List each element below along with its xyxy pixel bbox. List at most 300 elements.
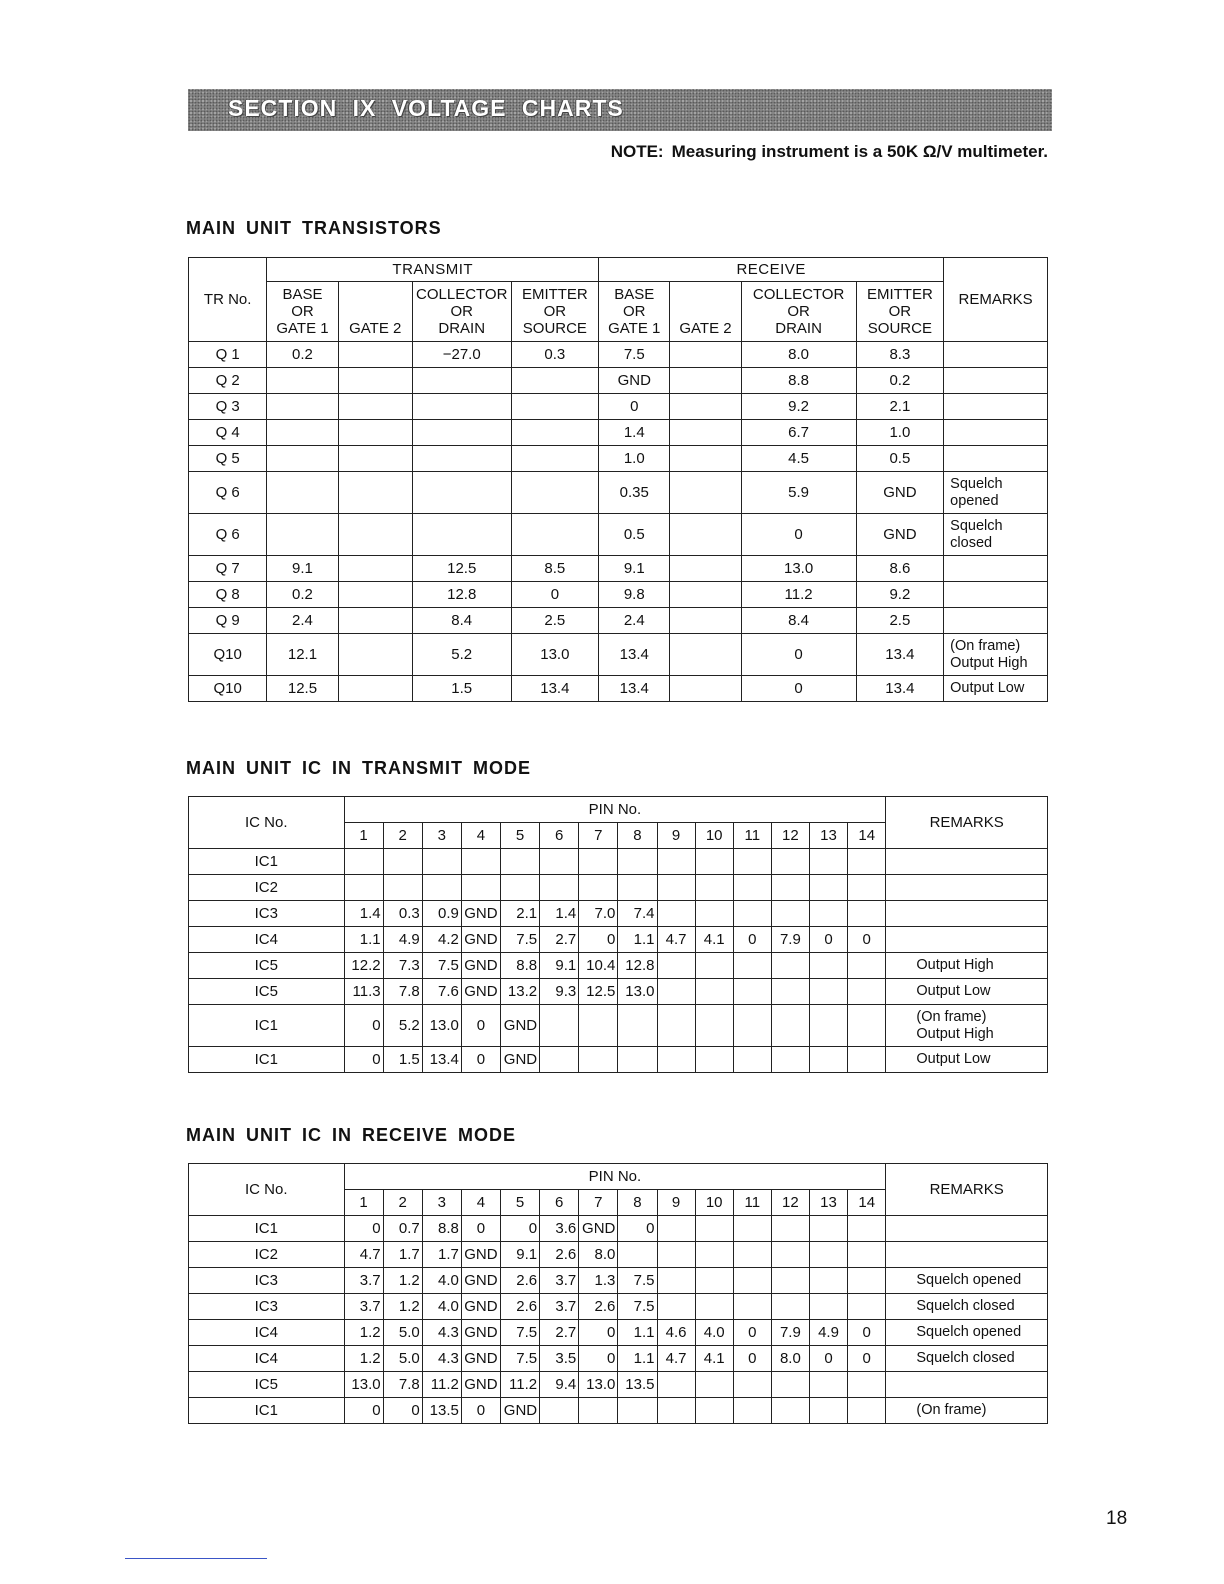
voltage-cell <box>771 1242 809 1268</box>
ic-receive-heading: MAIN UNIT IC IN RECEIVE MODE <box>186 1125 517 1145</box>
col-header-line: EMITTER <box>521 286 588 303</box>
ic-number: IC4 <box>189 1346 345 1372</box>
pin-number: 12 <box>771 823 809 849</box>
voltage-cell: 0 <box>579 1346 618 1372</box>
voltage-cell <box>695 1294 733 1320</box>
voltage-cell <box>618 1047 657 1073</box>
voltage-cell: 12.5 <box>412 556 511 582</box>
voltage-cell <box>618 849 657 875</box>
voltage-cell: 7.6 <box>422 979 461 1005</box>
voltage-cell: 4.5 <box>741 446 856 472</box>
remark-line: Output Low <box>950 680 1025 696</box>
voltage-cell <box>670 676 741 702</box>
voltage-cell: 1.1 <box>618 1320 657 1346</box>
col-header-line: SOURCE <box>522 320 587 337</box>
voltage-cell: 0 <box>848 927 886 953</box>
remark-line: opened <box>950 492 999 509</box>
col-remarks: REMARKS <box>886 797 1048 849</box>
voltage-cell: GND <box>461 1294 500 1320</box>
voltage-cell: 0 <box>848 1320 886 1346</box>
voltage-cell <box>848 875 886 901</box>
col-header-line: GATE 1 <box>608 320 661 337</box>
table-row <box>189 556 1048 582</box>
ic-number: IC4 <box>189 1320 345 1346</box>
remarks-cell <box>886 1242 1048 1268</box>
voltage-cell: 4.2 <box>422 927 461 953</box>
col-ic-no: IC No. <box>189 797 345 849</box>
voltage-cell: 1.7 <box>383 1242 422 1268</box>
voltage-cell: 0 <box>618 1216 657 1242</box>
voltage-cell: 12.5 <box>579 979 618 1005</box>
voltage-cell: GND <box>461 1320 500 1346</box>
voltage-cell: 1.1 <box>618 1346 657 1372</box>
voltage-cell: 0 <box>848 1346 886 1372</box>
col-header-line: DRAIN <box>438 320 486 337</box>
voltage-cell <box>540 1398 579 1424</box>
voltage-cell: 13.0 <box>422 1005 461 1047</box>
voltage-cell: 0.5 <box>599 514 670 556</box>
voltage-cell: 0 <box>741 514 856 556</box>
voltage-cell <box>809 979 847 1005</box>
voltage-cell: GND <box>461 1268 500 1294</box>
pin-number: 3 <box>422 823 461 849</box>
voltage-cell: 13.4 <box>856 676 944 702</box>
ic-receive-table <box>188 1163 1048 1424</box>
remark-line: Output High <box>916 957 994 973</box>
voltage-cell: 4.0 <box>422 1268 461 1294</box>
remarks-cell <box>886 849 1048 875</box>
voltage-cell: GND <box>856 472 944 514</box>
voltage-cell: 8.0 <box>771 1346 809 1372</box>
voltage-cell <box>695 953 733 979</box>
voltage-cell <box>338 634 412 676</box>
voltage-cell: GND <box>461 901 500 927</box>
remarks-cell <box>944 446 1048 472</box>
voltage-cell: 0 <box>511 582 599 608</box>
voltage-cell: 2.6 <box>501 1268 540 1294</box>
voltage-cell: 4.0 <box>695 1320 733 1346</box>
voltage-cell <box>540 875 579 901</box>
col-header-line: OR <box>888 303 912 320</box>
header-row <box>189 797 1048 823</box>
voltage-cell <box>809 1372 847 1398</box>
voltage-cell <box>848 979 886 1005</box>
remarks-cell <box>886 1346 1048 1372</box>
voltage-cell: 1.5 <box>383 1047 422 1073</box>
voltage-cell: 5.2 <box>412 634 511 676</box>
voltage-cell: 0 <box>733 927 771 953</box>
voltage-cell <box>809 1216 847 1242</box>
remark-line: Squelch opened <box>916 1324 1022 1340</box>
pin-number: 11 <box>733 1190 771 1216</box>
voltage-cell <box>695 1047 733 1073</box>
voltage-cell <box>670 608 741 634</box>
table-row <box>189 849 1048 875</box>
remarks-cell <box>944 368 1048 394</box>
voltage-cell <box>579 1047 618 1073</box>
voltage-cell: 7.9 <box>771 927 809 953</box>
tr-number: Q 5 <box>189 446 267 472</box>
voltage-cell: 13.4 <box>511 676 599 702</box>
remarks-cell <box>886 927 1048 953</box>
voltage-cell: 1.0 <box>856 420 944 446</box>
voltage-cell <box>733 849 771 875</box>
voltage-cell: 13.5 <box>618 1372 657 1398</box>
col-header-line: OR <box>450 303 473 320</box>
voltage-cell: 13.4 <box>599 676 670 702</box>
table-row <box>189 1005 1048 1047</box>
remarks-cell <box>944 514 1048 556</box>
voltage-cell <box>670 368 741 394</box>
tr-number: Q 8 <box>189 582 267 608</box>
voltage-cell: 3.7 <box>344 1294 383 1320</box>
group-receive: RECEIVE <box>599 258 944 282</box>
voltage-cell <box>657 1005 695 1047</box>
voltage-cell <box>695 901 733 927</box>
voltage-cell: 2.6 <box>579 1294 618 1320</box>
voltage-cell <box>695 875 733 901</box>
col-header-line <box>341 286 410 303</box>
table-row <box>189 368 1048 394</box>
voltage-cell <box>809 953 847 979</box>
pin-number: 8 <box>618 1190 657 1216</box>
voltage-cell: 12.2 <box>344 953 383 979</box>
ic-number: IC5 <box>189 953 345 979</box>
voltage-cell <box>848 953 886 979</box>
voltage-cell <box>338 582 412 608</box>
table-row <box>189 608 1048 634</box>
pin-number: 1 <box>344 823 383 849</box>
voltage-cell: 4.7 <box>657 927 695 953</box>
voltage-cell <box>511 514 599 556</box>
table-row <box>189 1320 1048 1346</box>
remarks-cell <box>944 676 1048 702</box>
voltage-cell: 0 <box>579 1320 618 1346</box>
voltage-cell <box>511 472 599 514</box>
voltage-cell: 4.9 <box>809 1320 847 1346</box>
voltage-cell <box>771 875 809 901</box>
remarks-cell <box>886 1216 1048 1242</box>
voltage-cell <box>695 1242 733 1268</box>
remarks-cell <box>886 953 1048 979</box>
voltage-cell <box>461 849 500 875</box>
voltage-cell <box>848 1268 886 1294</box>
voltage-cell: GND <box>579 1216 618 1242</box>
voltage-cell <box>771 1268 809 1294</box>
voltage-cell: 7.5 <box>618 1268 657 1294</box>
voltage-cell <box>670 472 741 514</box>
voltage-cell: 4.9 <box>383 927 422 953</box>
voltage-cell <box>771 1294 809 1320</box>
voltage-cell <box>809 901 847 927</box>
table-row <box>189 1346 1048 1372</box>
voltage-cell <box>422 875 461 901</box>
col-header-line: DRAIN <box>775 320 822 337</box>
voltage-cell: 3.7 <box>540 1294 579 1320</box>
tr-number: Q 6 <box>189 472 267 514</box>
voltage-cell <box>422 849 461 875</box>
table-row <box>189 901 1048 927</box>
voltage-cell: 3.7 <box>540 1268 579 1294</box>
voltage-cell <box>809 1005 847 1047</box>
table-row <box>189 676 1048 702</box>
col-pin-no: PIN No. <box>344 797 886 823</box>
voltage-cell: 9.1 <box>599 556 670 582</box>
voltage-cell <box>695 1398 733 1424</box>
voltage-cell: 2.1 <box>856 394 944 420</box>
voltage-cell <box>579 1398 618 1424</box>
voltage-cell: 0 <box>501 1216 540 1242</box>
voltage-cell <box>338 472 412 514</box>
tr-number: Q 1 <box>189 342 267 368</box>
voltage-cell <box>657 875 695 901</box>
table-row <box>189 446 1048 472</box>
pin-number: 13 <box>809 1190 847 1216</box>
voltage-cell <box>771 849 809 875</box>
voltage-cell <box>412 420 511 446</box>
voltage-cell: 12.5 <box>267 676 338 702</box>
pin-number: 7 <box>579 1190 618 1216</box>
col-header-line <box>672 303 738 320</box>
tr-number: Q 3 <box>189 394 267 420</box>
voltage-cell: 1.4 <box>344 901 383 927</box>
remarks-cell <box>886 979 1048 1005</box>
table-row <box>189 1216 1048 1242</box>
voltage-cell: 7.9 <box>771 1320 809 1346</box>
tr-number: Q10 <box>189 676 267 702</box>
voltage-cell <box>657 1268 695 1294</box>
voltage-cell: 3.7 <box>344 1268 383 1294</box>
remark-line: Output High <box>916 1025 994 1042</box>
pin-number: 4 <box>461 1190 500 1216</box>
voltage-cell: 2.1 <box>501 901 540 927</box>
table-row <box>189 472 1048 514</box>
tr-number: Q 2 <box>189 368 267 394</box>
voltage-cell: 0.3 <box>383 901 422 927</box>
voltage-cell <box>695 1005 733 1047</box>
voltage-cell: 7.5 <box>501 1346 540 1372</box>
voltage-cell: 0.9 <box>422 901 461 927</box>
pin-number: 9 <box>657 1190 695 1216</box>
voltage-cell <box>771 1047 809 1073</box>
ic-number: IC1 <box>189 1216 345 1242</box>
voltage-cell <box>657 1047 695 1073</box>
note-label: NOTE: <box>610 142 664 161</box>
voltage-cell: 12.1 <box>267 634 338 676</box>
col-header <box>338 282 412 342</box>
voltage-cell <box>809 1242 847 1268</box>
voltage-cell: 0.35 <box>599 472 670 514</box>
voltage-cell: 7.8 <box>383 979 422 1005</box>
col-remarks: REMARKS <box>886 1164 1048 1216</box>
voltage-cell: 12.8 <box>618 953 657 979</box>
voltage-cell: 8.8 <box>741 368 856 394</box>
voltage-cell <box>501 849 540 875</box>
voltage-cell <box>670 634 741 676</box>
remark-line: Squelch closed <box>916 1350 1015 1366</box>
voltage-cell: 4.1 <box>695 927 733 953</box>
voltage-cell: 1.1 <box>344 927 383 953</box>
remarks-cell <box>886 1320 1048 1346</box>
voltage-cell <box>579 875 618 901</box>
voltage-cell <box>338 420 412 446</box>
voltage-cell <box>670 394 741 420</box>
voltage-cell <box>267 446 338 472</box>
pin-number: 2 <box>383 1190 422 1216</box>
voltage-cell: 9.1 <box>267 556 338 582</box>
voltage-cell <box>657 901 695 927</box>
remark-line: closed <box>950 534 993 551</box>
voltage-cell: GND <box>501 1047 540 1073</box>
voltage-cell <box>267 420 338 446</box>
voltage-cell: 7.5 <box>422 953 461 979</box>
voltage-cell: 8.0 <box>579 1242 618 1268</box>
col-header-line: GATE 2 <box>679 320 732 337</box>
voltage-cell <box>771 901 809 927</box>
voltage-cell: 0 <box>461 1216 500 1242</box>
ic-number: IC3 <box>189 1268 345 1294</box>
voltage-cell: 5.2 <box>383 1005 422 1047</box>
voltage-cell <box>771 1398 809 1424</box>
voltage-cell: 7.5 <box>618 1294 657 1320</box>
voltage-cell <box>771 953 809 979</box>
voltage-cell <box>771 1216 809 1242</box>
voltage-cell: 0 <box>344 1005 383 1047</box>
remarks-cell <box>944 582 1048 608</box>
voltage-cell <box>809 1398 847 1424</box>
table-row <box>189 1372 1048 1398</box>
table-row <box>189 582 1048 608</box>
voltage-cell <box>733 979 771 1005</box>
voltage-cell: 1.3 <box>579 1268 618 1294</box>
remarks-cell <box>944 420 1048 446</box>
voltage-cell <box>670 556 741 582</box>
table-row <box>189 953 1048 979</box>
voltage-cell: 4.7 <box>657 1346 695 1372</box>
ic-number: IC1 <box>189 1047 345 1073</box>
voltage-cell <box>733 953 771 979</box>
col-remarks: REMARKS <box>944 258 1048 342</box>
voltage-cell: 0 <box>344 1047 383 1073</box>
voltage-cell: 13.2 <box>501 979 540 1005</box>
pin-number: 6 <box>540 823 579 849</box>
voltage-cell <box>733 1216 771 1242</box>
voltage-cell <box>579 1005 618 1047</box>
voltage-cell: 9.3 <box>540 979 579 1005</box>
col-header <box>267 282 338 342</box>
col-header <box>741 282 856 342</box>
voltage-cell <box>695 1372 733 1398</box>
remark-line: Output High <box>950 654 1028 671</box>
voltage-cell <box>579 849 618 875</box>
voltage-cell: 8.3 <box>856 342 944 368</box>
col-header-line: OR <box>291 303 314 320</box>
voltage-cell: 0.5 <box>856 446 944 472</box>
voltage-cell: 1.2 <box>344 1320 383 1346</box>
voltage-cell <box>670 420 741 446</box>
voltage-cell: 0 <box>733 1320 771 1346</box>
remarks-cell <box>886 875 1048 901</box>
remark-line: (On frame) <box>916 1402 987 1418</box>
voltage-cell: 13.4 <box>599 634 670 676</box>
voltage-cell <box>848 1294 886 1320</box>
voltage-cell <box>848 901 886 927</box>
voltage-cell <box>338 368 412 394</box>
voltage-cell: 13.4 <box>856 634 944 676</box>
voltage-cell <box>618 1398 657 1424</box>
col-header-line: OR <box>623 303 646 320</box>
voltage-cell: 4.0 <box>422 1294 461 1320</box>
voltage-cell <box>848 1372 886 1398</box>
voltage-cell: 9.4 <box>540 1372 579 1398</box>
voltage-cell: 4.3 <box>422 1320 461 1346</box>
voltage-cell <box>267 514 338 556</box>
remarks-cell <box>944 472 1048 514</box>
section-banner <box>188 89 1052 131</box>
pin-number: 10 <box>695 1190 733 1216</box>
voltage-cell: 8.4 <box>412 608 511 634</box>
col-header-line <box>672 286 738 303</box>
voltage-cell: 4.6 <box>657 1320 695 1346</box>
remark-line: Squelch <box>950 475 1003 492</box>
voltage-cell: GND <box>461 953 500 979</box>
remark-line: (On frame) <box>916 1008 987 1025</box>
col-header-line: GATE 1 <box>276 320 329 337</box>
remark-line: Output Low <box>916 1051 991 1067</box>
voltage-cell <box>771 1372 809 1398</box>
voltage-cell: 13.0 <box>741 556 856 582</box>
voltage-cell: 0 <box>344 1398 383 1424</box>
pin-number: 10 <box>695 823 733 849</box>
table-row <box>189 634 1048 676</box>
voltage-cell: 0 <box>733 1346 771 1372</box>
voltage-cell: 1.0 <box>599 446 670 472</box>
voltage-cell <box>733 1294 771 1320</box>
voltage-cell: 1.5 <box>412 676 511 702</box>
voltage-cell: 5.0 <box>383 1346 422 1372</box>
voltage-cell: 11.2 <box>741 582 856 608</box>
voltage-cell: 9.2 <box>856 582 944 608</box>
remarks-cell <box>886 1268 1048 1294</box>
voltage-cell <box>670 446 741 472</box>
voltage-cell <box>267 394 338 420</box>
table-row <box>189 514 1048 556</box>
voltage-cell <box>695 979 733 1005</box>
voltage-cell: 0 <box>741 634 856 676</box>
voltage-cell: 0.7 <box>383 1216 422 1242</box>
ic-number: IC1 <box>189 849 345 875</box>
voltage-cell: 2.6 <box>501 1294 540 1320</box>
voltage-cell: 0 <box>809 927 847 953</box>
voltage-cell: 12.8 <box>412 582 511 608</box>
table-row <box>189 394 1048 420</box>
remark-line: Squelch closed <box>916 1298 1015 1314</box>
voltage-cell <box>809 875 847 901</box>
ic-number: IC5 <box>189 979 345 1005</box>
remark-line: (On frame) <box>950 637 1021 654</box>
voltage-cell: 3.6 <box>540 1216 579 1242</box>
footer-rule <box>125 1558 267 1559</box>
voltage-cell: 5.9 <box>741 472 856 514</box>
voltage-cell <box>657 849 695 875</box>
voltage-cell: 0 <box>599 394 670 420</box>
voltage-cell: 1.7 <box>422 1242 461 1268</box>
remark-line: Squelch opened <box>916 1272 1022 1288</box>
voltage-cell: −27.0 <box>412 342 511 368</box>
col-header-line: OR <box>787 303 810 320</box>
pin-number: 5 <box>501 1190 540 1216</box>
voltage-cell: 11.2 <box>501 1372 540 1398</box>
